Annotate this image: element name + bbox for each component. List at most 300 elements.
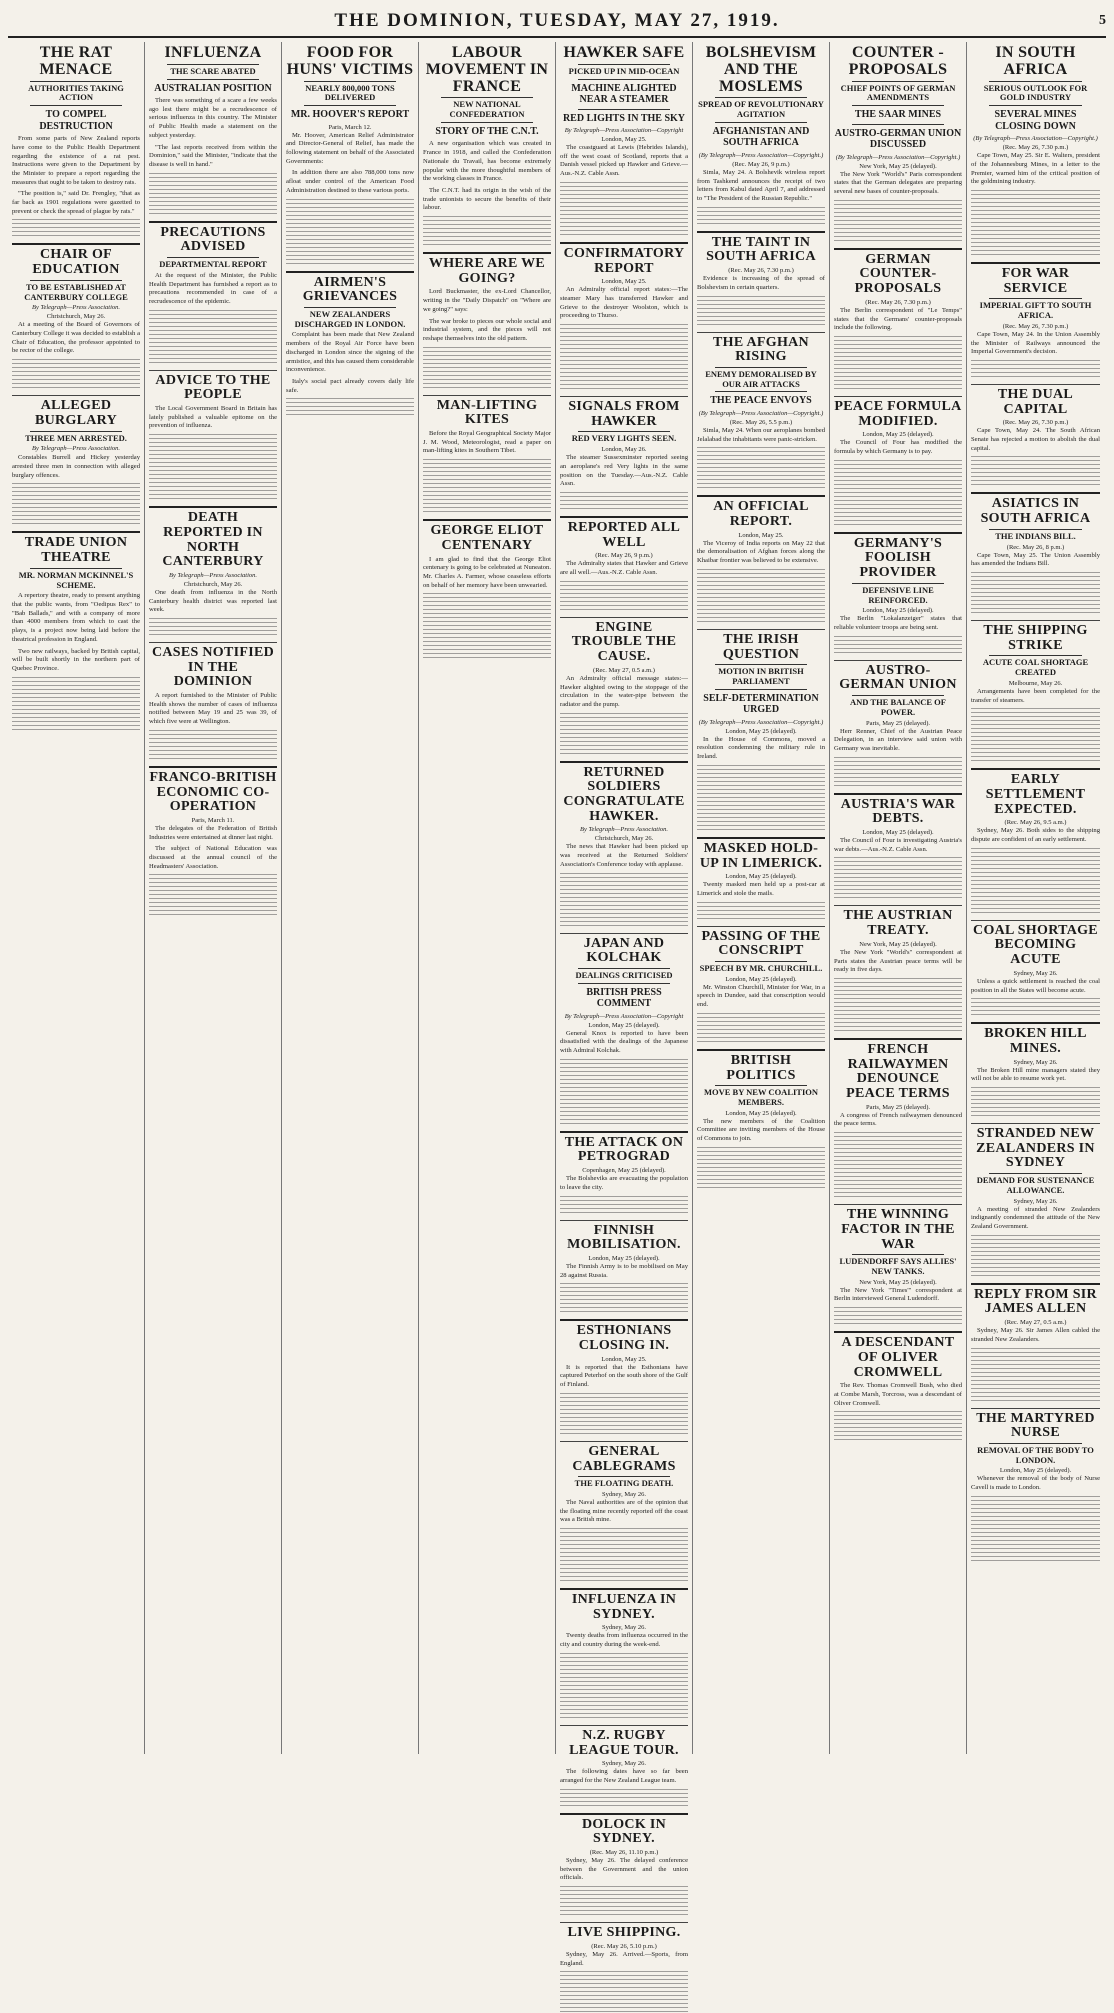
article-paragraph: Sydney, May 26. The delayed conference between the Government and the union officials. bbox=[560, 1857, 688, 1882]
news-article bbox=[149, 370, 277, 500]
body-text-lines bbox=[560, 1789, 688, 1807]
body-text-lines bbox=[697, 1013, 825, 1043]
article-paragraph: A report furnished to the Minister of Public Health shows the number of cases of influenza notified between May 19 and 25 was 39, of which five were at Wellington. bbox=[149, 692, 277, 726]
headline-rule bbox=[989, 1443, 1082, 1444]
body-text-lines bbox=[560, 1059, 688, 1125]
article-headline: EARLY SETTLEMENT EXPECTED. bbox=[985, 772, 1086, 817]
article-divider bbox=[149, 642, 277, 643]
body-text-lines bbox=[286, 199, 414, 265]
article-divider bbox=[12, 395, 140, 396]
article-subhead: SPEECH BY MR. CHURCHILL. bbox=[699, 962, 823, 973]
article-dateline: London, May 25. bbox=[601, 278, 647, 286]
article-headline: AUSTRO-GERMAN UNION bbox=[839, 662, 957, 693]
article-paragraph: Cape Town, May 25. The Union Assembly has amended the Indians Bill. bbox=[971, 551, 1100, 568]
news-article bbox=[560, 617, 688, 755]
news-article bbox=[697, 837, 825, 920]
article-headline: THE RAT MENACE bbox=[39, 44, 113, 78]
news-article bbox=[560, 933, 688, 1125]
article-dateline: London, May 25. bbox=[601, 1355, 647, 1363]
news-article bbox=[560, 1725, 688, 1807]
article-dateline: London, May 26. bbox=[601, 446, 647, 454]
news-column-3 bbox=[282, 42, 419, 1754]
article-divider bbox=[971, 384, 1100, 385]
article-paragraph: Whenever the removal of the body of Nurse Cavell is made to London. bbox=[971, 1475, 1100, 1492]
article-paragraph: The Rev. Thomas Cromwell Bush, who died at Combe Marsh, Torcross, was a descendant of Oliver Cromwell. bbox=[834, 1382, 962, 1407]
headline-rule bbox=[715, 689, 807, 690]
article-headline: GERMAN COUNTER-PROPOSALS bbox=[854, 251, 942, 297]
article-subhead: IMPERIAL GIFT TO SOUTH AFRICA. bbox=[979, 300, 1092, 321]
body-text-lines bbox=[971, 1348, 1100, 1402]
news-article bbox=[560, 1220, 688, 1314]
article-paragraph: "The last reports received from within the Dominion," said the Minister, "indicate that the disease is well in hand." bbox=[149, 143, 277, 168]
article-divider bbox=[12, 243, 140, 245]
headline-rule bbox=[30, 431, 122, 432]
article-paragraph: Before the Royal Geographical Society Major J. M. Wood, Meteorologist, read a paper on man-lifting kites in Southern Tibet. bbox=[423, 430, 551, 455]
news-article bbox=[834, 396, 962, 526]
article-headline: RETURNED SOLDIERS CONGRATULATE HAWKER. bbox=[563, 764, 685, 824]
headline-rule bbox=[30, 81, 122, 82]
headline-rule bbox=[304, 105, 396, 106]
article-divider bbox=[560, 1813, 688, 1815]
body-text-lines bbox=[834, 1132, 962, 1198]
article-paragraph: The C.N.T. had its origin in the wish of the trade unionists to secure the benefits of their labour. bbox=[423, 186, 551, 212]
news-article bbox=[697, 926, 825, 1043]
body-text-lines bbox=[423, 216, 551, 246]
article-headline: REPLY FROM SIR JAMES ALLEN bbox=[974, 1286, 1097, 1317]
body-text-lines bbox=[560, 1971, 688, 2013]
article-subhead: NEW ZEALANDERS DISCHARGED IN LONDON. bbox=[294, 308, 406, 329]
article-dateline: New York, May 25 (delayed). bbox=[859, 940, 937, 948]
article-divider bbox=[149, 370, 277, 371]
article-divider bbox=[834, 532, 962, 534]
article-subhead: RED VERY LIGHTS SEEN. bbox=[571, 433, 677, 444]
body-text-lines bbox=[12, 483, 140, 525]
newspaper-masthead bbox=[8, 6, 1106, 38]
headline-rule bbox=[715, 664, 807, 665]
article-paragraph: The steamer Sussexminster reported seeing an aeroplane's red Very lights in the same position on the Tuesday.—Aus.-N.Z. Cable Assn. bbox=[560, 454, 688, 488]
article-divider bbox=[697, 926, 825, 927]
article-headline: SIGNALS FROM HAWKER bbox=[568, 399, 680, 429]
news-article bbox=[560, 1588, 688, 1719]
article-paragraph: The Local Government Board in Britain has lately published a valuable epitome on the prevention of influenza. bbox=[149, 405, 277, 430]
article-subhead: THE INDIANS BILL. bbox=[995, 530, 1076, 541]
news-article bbox=[12, 531, 140, 730]
news-article bbox=[834, 248, 962, 390]
article-subhead: PICKED UP IN MID-OCEAN bbox=[568, 65, 680, 76]
article-dateline: (Rec. May 26, 9 p.m.) bbox=[595, 552, 653, 560]
article-subhead: MOTION IN BRITISH PARLIAMENT bbox=[718, 666, 804, 686]
body-text-lines bbox=[834, 460, 962, 526]
body-text-lines bbox=[560, 873, 688, 927]
article-paragraph: Two new railways, backed by British capital, will be built shortly in the northern part of Quebec Province. bbox=[12, 647, 140, 672]
headline-rule bbox=[989, 655, 1082, 656]
body-text-lines bbox=[834, 1307, 962, 1325]
article-subhead: AUSTRALIAN POSITION bbox=[154, 82, 272, 94]
article-dateline: London, May 25 (delayed). bbox=[725, 975, 797, 983]
news-article bbox=[697, 629, 825, 831]
article-paragraph: Constables Burrell and Hickey yesterday arrested three men in connection with alleged burglary offences. bbox=[12, 454, 140, 479]
article-subhead: SEVERAL MINES CLOSING DOWN bbox=[994, 109, 1077, 132]
article-headline: MAN-LIFTING KITES bbox=[436, 397, 538, 428]
article-headline: INFLUENZA IN SYDNEY. bbox=[571, 1592, 677, 1622]
headline-rule bbox=[989, 298, 1082, 299]
article-dateline: (Rec. May 27, 0.5 a.m.) bbox=[1004, 1319, 1067, 1327]
article-divider bbox=[560, 396, 688, 397]
article-paragraph: The New York "Times'" correspondent at Berlin interviewed General Ludendorff. bbox=[834, 1286, 962, 1303]
article-paragraph: The Council of Four is investigating Austria's war debts.—Aus.-N.Z. Cable Assn. bbox=[834, 837, 962, 853]
article-headline: WHERE ARE WE GOING? bbox=[428, 256, 546, 286]
article-dateline: New York, May 25 (delayed). bbox=[859, 1278, 937, 1286]
headline-rule bbox=[715, 1085, 807, 1086]
article-subhead: NEARLY 800,000 TONS DELIVERED bbox=[305, 82, 395, 103]
news-article bbox=[971, 262, 1100, 378]
news-column-4 bbox=[419, 42, 556, 1754]
article-paragraph: The Broken Hill mine managers stated they will not be able to resume work yet. bbox=[971, 1066, 1100, 1083]
article-divider bbox=[560, 617, 688, 618]
article-paragraph: Mr. Hoover, American Relief Administrator and Director-General of Relief, has made the following statement on behalf of the Associated Governments: bbox=[286, 131, 414, 165]
article-divider bbox=[834, 905, 962, 906]
article-subhead: RED LIGHTS IN THE SKY bbox=[562, 112, 686, 124]
news-article bbox=[834, 793, 962, 900]
article-paragraph: The Viceroy of India reports on May 22 that the demoralisation of Afghan forces along the Khaibar frontier was believed to be extensive. bbox=[697, 539, 825, 565]
body-text-lines bbox=[149, 173, 277, 215]
body-text-lines bbox=[834, 200, 962, 242]
article-headline: JAPAN AND KOLCHAK bbox=[583, 935, 665, 966]
article-divider bbox=[560, 1441, 688, 1442]
headline-rule bbox=[304, 307, 396, 308]
article-headline: THE ATTACK ON PETROGRAD bbox=[564, 1134, 684, 1165]
news-article bbox=[834, 660, 962, 787]
body-text-lines bbox=[834, 336, 962, 390]
headline-rule bbox=[989, 1173, 1082, 1174]
headline-rule bbox=[578, 64, 670, 65]
news-column-6 bbox=[693, 42, 830, 1754]
article-paragraph: Simla, May 24. When our aeroplanes bombed Jelalabad the inhabitants were panic-stricken. bbox=[697, 426, 825, 443]
news-article bbox=[697, 332, 825, 490]
headline-rule bbox=[852, 1254, 944, 1255]
article-byline: By Telegraph—Press Association—Copyright bbox=[564, 127, 684, 135]
article-paragraph: The delegates of the Federation of British Industries were entertained at dinner last night. bbox=[149, 824, 277, 841]
article-paragraph: I am glad to find that the George Eliot centenary is going to be celebrated at Nuneaton. Mr. Charles A. Farmer, whose ceaseless efforts on behalf of her memory have been unwearied. bbox=[423, 555, 551, 589]
article-headline: THE SHIPPING STRIKE bbox=[983, 622, 1088, 653]
article-subhead: THE PEACE ENVOYS bbox=[710, 395, 812, 407]
news-article bbox=[971, 1123, 1100, 1277]
article-byline: (By Telegraph—Press Association—Copyright.) bbox=[835, 153, 961, 161]
body-text-lines bbox=[834, 757, 962, 787]
body-text-lines bbox=[697, 1147, 825, 1189]
article-divider bbox=[834, 1204, 962, 1205]
body-text-lines bbox=[971, 1496, 1100, 1562]
article-paragraph: Simla, May 24. A Bolshevik wireless report from Tashkend announces the receipt of two letters from Kabul dated April 7, and addressed to "The President of the Russian Republic." bbox=[697, 168, 825, 203]
headline-rule bbox=[441, 97, 533, 98]
news-article bbox=[560, 1922, 688, 2013]
article-paragraph: The following dates have so far been arranged for the New Zealand League team. bbox=[560, 1768, 688, 1784]
headline-rule bbox=[715, 391, 807, 392]
article-subhead: DEPARTMENTAL REPORT bbox=[159, 259, 267, 270]
headline-rule bbox=[30, 568, 122, 569]
headline-rule bbox=[578, 968, 670, 969]
article-dateline: Christchurch, May 26. bbox=[183, 580, 243, 588]
article-divider bbox=[971, 1123, 1100, 1124]
article-subhead: NEW NATIONAL CONFEDERATION bbox=[449, 99, 525, 120]
body-text-lines bbox=[560, 182, 688, 236]
article-divider bbox=[834, 660, 962, 661]
article-byline: By Telegraph—Press Association. bbox=[579, 826, 669, 834]
news-article bbox=[423, 519, 551, 659]
article-divider bbox=[560, 1725, 688, 1726]
body-text-lines bbox=[560, 1393, 688, 1435]
article-byline: By Telegraph—Press Association. bbox=[31, 445, 121, 453]
news-article bbox=[149, 506, 277, 636]
article-headline: PASSING OF THE CONSCRIPT bbox=[701, 928, 821, 959]
article-divider bbox=[560, 761, 688, 763]
article-divider bbox=[834, 793, 962, 795]
headline-rule bbox=[30, 105, 122, 106]
article-subhead: MACHINE ALIGHTED NEAR A STEAMER bbox=[571, 82, 677, 106]
news-column-2 bbox=[145, 42, 282, 1754]
news-column-8 bbox=[967, 42, 1104, 1754]
article-subhead: MR. NORMAN MCKINNEL'S SCHEME. bbox=[18, 569, 134, 590]
article-divider bbox=[560, 1922, 688, 1923]
article-paragraph: Italy's social pact already covers daily life safe. bbox=[286, 377, 414, 394]
news-article bbox=[560, 1813, 688, 1916]
news-article bbox=[971, 920, 1100, 1016]
article-byline: By Telegraph—Press Association—Copyright bbox=[564, 1012, 684, 1020]
article-dateline: (Rec. May 26, 7.30 p.m.) bbox=[1002, 322, 1069, 330]
article-subhead: ACUTE COAL SHORTAGE CREATED bbox=[982, 657, 1089, 678]
article-headline: THE DUAL CAPITAL bbox=[997, 386, 1074, 417]
article-subhead: AND THE BALANCE OF POWER. bbox=[850, 697, 946, 717]
headline-rule bbox=[715, 367, 807, 368]
news-article bbox=[834, 45, 962, 242]
body-text-lines bbox=[971, 998, 1100, 1016]
news-article bbox=[423, 45, 551, 246]
article-paragraph: Arrangements have been completed for the transfer of steamers. bbox=[971, 687, 1100, 704]
article-divider bbox=[560, 1131, 688, 1133]
headline-rule bbox=[441, 122, 533, 123]
article-headline: THE TAINT IN SOUTH AFRICA bbox=[706, 234, 816, 265]
body-text-lines bbox=[560, 1886, 688, 1916]
body-text-lines bbox=[149, 874, 277, 916]
news-article bbox=[971, 45, 1100, 256]
article-headline: LIVE SHIPPING. bbox=[567, 1925, 681, 1941]
body-text-lines bbox=[560, 492, 688, 510]
article-divider bbox=[971, 262, 1100, 264]
news-column-5 bbox=[556, 42, 693, 1967]
article-dateline: London, May 25 (delayed). bbox=[862, 431, 934, 439]
body-text-lines bbox=[560, 1653, 688, 1719]
article-dateline: London, May 25 (delayed). bbox=[862, 607, 934, 615]
article-paragraph: Herr Renner, Chief of the Austrian Peace Delegation, in an interview said union with Germany was inevitable. bbox=[834, 727, 962, 752]
article-headline: THE WINNING FACTOR IN THE WAR bbox=[841, 1207, 955, 1252]
news-article bbox=[12, 45, 140, 237]
article-paragraph: The news that Hawker had been picked up was received at the Returned Soldiers' Association's Conference today with applause. bbox=[560, 843, 688, 868]
article-paragraph: A meeting of stranded New Zealanders indignantly condemned the attitude of the New Zealand Government. bbox=[971, 1205, 1100, 1231]
article-headline: BROKEN HILL MINES. bbox=[984, 1026, 1087, 1056]
article-divider bbox=[12, 531, 140, 533]
article-subhead: LUDENDORFF SAYS ALLIES' NEW TANKS. bbox=[839, 1256, 957, 1276]
news-article bbox=[149, 221, 277, 364]
body-text-lines bbox=[423, 593, 551, 659]
article-paragraph: One death from influenza in the North Canterbury health district was reported last week. bbox=[149, 588, 277, 614]
article-paragraph: "The position is," said Dr. Frengley, "that as far back as 1901 regulations were gazetted to prevent or check the spread of plague by rats." bbox=[12, 190, 140, 215]
article-divider bbox=[971, 768, 1100, 770]
body-text-lines bbox=[560, 581, 688, 611]
article-byline: By Telegraph—Press Association. bbox=[168, 571, 258, 579]
article-subhead: CHIEF POINTS OF GERMAN AMENDMENTS bbox=[840, 82, 956, 103]
news-article bbox=[697, 45, 825, 225]
article-byline: (By Telegraph—Press Association—Copyright.) bbox=[698, 718, 824, 726]
body-text-lines bbox=[697, 207, 825, 225]
body-text-lines bbox=[971, 848, 1100, 914]
article-paragraph: The New York "World's" correspondent at Paris states the Austrian peace terms will be ready in five days. bbox=[834, 948, 962, 974]
headline-rule bbox=[989, 105, 1082, 106]
article-paragraph: A repertory theatre, ready to present anything that the public wants, from "Oedipus Rex" to "Bab Ballads," and with a company of more than 4000 members from which to cast the plays, is a project now being laid before the theatrical profession in England. bbox=[12, 592, 140, 643]
article-paragraph: Lord Buckmaster, the ex-Lord Chancellor, writing in the "Daily Dispatch" on "Where are we going?" says: bbox=[423, 288, 551, 313]
article-dateline: (Rec. May 26, 11.10 p.m.) bbox=[589, 1849, 659, 1857]
body-text-lines bbox=[560, 1283, 688, 1313]
article-divider bbox=[834, 396, 962, 397]
article-subhead: SERIOUS OUTLOOK FOR GOLD INDUSTRY bbox=[983, 82, 1088, 103]
body-text-lines bbox=[286, 398, 414, 416]
news-article bbox=[12, 243, 140, 389]
article-divider bbox=[697, 231, 825, 233]
article-subhead: TO COMPEL DESTRUCTION bbox=[39, 109, 113, 132]
article-headline: ADVICE TO THE PEOPLE bbox=[155, 372, 271, 403]
news-article bbox=[834, 1204, 962, 1325]
news-article bbox=[149, 45, 277, 215]
article-paragraph: Twenty deaths from influenza occurred in the city and country during the week-end. bbox=[560, 1632, 688, 1649]
headline-rule bbox=[852, 695, 944, 696]
article-byline: (By Telegraph—Press Association—Copyright.) bbox=[973, 135, 1098, 143]
news-article bbox=[560, 516, 688, 611]
article-headline: FRANCO-BRITISH ECONOMIC CO-OPERATION bbox=[149, 769, 277, 815]
article-headline: ASIATICS IN SOUTH AFRICA bbox=[980, 496, 1091, 527]
article-dateline: London, May 25 (delayed). bbox=[862, 829, 934, 837]
article-paragraph: In addition there are also 788,000 tons now afloat under control of the American Food Administration destined to these various ports. bbox=[286, 169, 414, 194]
article-paragraph: An Admiralty official report states:—The steamer Mary has transferred Hawker and Grieve to the destroyer Woolston, which is proceeding to Thurso. bbox=[560, 286, 688, 320]
article-dateline: London, May 25. bbox=[601, 136, 647, 144]
news-article bbox=[286, 271, 414, 417]
article-paragraph: The Council of Four has modified the formula by which Germany is to pay. bbox=[834, 439, 962, 455]
headline-rule bbox=[578, 431, 670, 432]
news-article bbox=[834, 1038, 962, 1198]
article-headline: THE AUSTRIAN TREATY. bbox=[843, 908, 953, 939]
article-dateline: (Rec. May 27, 0.5 a.m.) bbox=[593, 666, 655, 674]
article-divider bbox=[834, 1038, 962, 1040]
article-subhead: STORY OF THE C.N.T. bbox=[435, 125, 539, 137]
news-article bbox=[971, 620, 1100, 762]
article-divider bbox=[971, 1022, 1100, 1024]
article-dateline: Sydney, May 26. bbox=[1013, 1197, 1058, 1205]
body-text-lines bbox=[423, 347, 551, 389]
news-article bbox=[971, 1408, 1100, 1562]
article-dateline: Paris, March 12. bbox=[328, 123, 372, 131]
body-text-lines bbox=[149, 310, 277, 364]
body-text-lines bbox=[697, 765, 825, 831]
article-paragraph: The Berlin "Lokalanzeiger" states that reliable volunteer troops are being sent. bbox=[834, 615, 962, 631]
article-subhead: THE FLOATING DEATH. bbox=[574, 1478, 674, 1489]
headline-rule bbox=[715, 97, 807, 98]
article-subhead: DEFENSIVE LINE REINFORCED. bbox=[862, 584, 934, 605]
article-paragraph: It is reported that the Esthonians have captured Peterhof on the south shore of the Gulf of Finland. bbox=[560, 1363, 688, 1389]
article-headline: A DESCENDANT OF OLIVER CROMWELL bbox=[841, 1335, 955, 1380]
headline-rule bbox=[989, 81, 1082, 82]
article-dateline: Paris, May 25 (delayed). bbox=[865, 1103, 931, 1111]
body-text-lines bbox=[149, 434, 277, 500]
article-dateline: (Rec. May 26, 9 p.m.) bbox=[732, 160, 790, 168]
news-article bbox=[834, 532, 962, 654]
article-paragraph: An Admiralty official message states:—Hawker alighted owing to the stoppage of the circulation in the water-pipe between the radiator and the pump. bbox=[560, 674, 688, 708]
body-text-lines bbox=[12, 359, 140, 389]
article-paragraph: The Bolsheviks are evacuating the population to leave the city. bbox=[560, 1175, 688, 1191]
article-dateline: Copenhagen, May 25 (delayed). bbox=[582, 1167, 666, 1175]
article-dateline: Sydney, May 26. bbox=[602, 1760, 646, 1768]
headline-rule bbox=[715, 961, 807, 962]
article-headline: ESTHONIANS CLOSING IN. bbox=[576, 1323, 672, 1354]
article-headline: ENGINE TROUBLE THE CAUSE. bbox=[571, 619, 677, 665]
article-dateline: Sydney, May 26. bbox=[1013, 1058, 1058, 1066]
body-text-lines bbox=[834, 978, 962, 1032]
article-paragraph: Complaint has been made that New Zealand members of the Royal Air Force have been discharged in London since the signing of the armistice, and this has caused them considerable inconvenience. bbox=[286, 331, 414, 374]
news-article bbox=[697, 1049, 825, 1189]
article-divider bbox=[697, 629, 825, 630]
article-paragraph: Evidence is increasing of the spread of Bolshevism in certain quarters. bbox=[697, 275, 825, 291]
news-article bbox=[834, 1331, 962, 1441]
body-text-lines bbox=[971, 360, 1100, 378]
body-text-lines bbox=[971, 1235, 1100, 1277]
news-article bbox=[697, 231, 825, 326]
article-byline: By Telegraph—Press Association. bbox=[31, 304, 121, 312]
article-paragraph: The New York "World's" Paris correspondent states that the German delegates are preparing several new bases of counter-proposals. bbox=[834, 170, 962, 196]
article-headline: INFLUENZA bbox=[164, 44, 262, 61]
body-text-lines bbox=[149, 618, 277, 636]
article-paragraph: Cape Town, May 24. In the Union Assembly the Minister of Railways announced the Imperial Government's decision. bbox=[971, 330, 1100, 356]
news-article bbox=[560, 1131, 688, 1214]
article-paragraph: The Naval authorities are of the opinion that the floating mine recently reported off the coast was a British mine. bbox=[560, 1498, 688, 1524]
article-headline: THE MARTYRED NURSE bbox=[976, 1410, 1095, 1441]
article-dateline: (Rec. May 26, 5.5 p.m.) bbox=[729, 418, 793, 426]
article-subhead: ENEMY DEMORALISED BY OUR AIR ATTACKS bbox=[705, 368, 817, 389]
article-headline: MASKED HOLD-UP IN LIMERICK. bbox=[699, 840, 823, 871]
article-paragraph: In the House of Commons, moved a resolution condemning the military rule in Ireland. bbox=[697, 735, 825, 761]
headline-rule bbox=[715, 122, 807, 123]
headline-rule bbox=[578, 79, 670, 80]
article-divider bbox=[834, 248, 962, 250]
article-headline: FINNISH MOBILISATION. bbox=[567, 1222, 681, 1253]
article-paragraph: The Berlin correspondent of "Le Temps" states that the Germans' counter-proposals include the following. bbox=[834, 306, 962, 332]
article-divider bbox=[560, 933, 688, 934]
headline-rule bbox=[852, 124, 944, 125]
news-article bbox=[560, 1319, 688, 1434]
body-text-lines bbox=[971, 190, 1100, 256]
news-article bbox=[149, 766, 277, 917]
article-dateline: (Rec. May 26, 9.5 a.m.) bbox=[1004, 819, 1067, 827]
article-paragraph: Cape Town, May 24. The South African Senate has rejected a motion to abolish the dual capital. bbox=[971, 427, 1100, 452]
article-headline: BRITISH POLITICS bbox=[726, 1052, 796, 1083]
article-headline: TRADE UNION THEATRE bbox=[24, 535, 128, 566]
article-dateline: London, May 25 (delayed). bbox=[725, 873, 797, 881]
article-paragraph: Sydney, May 26. Both sides to the shipping dispute are confident of an early settlement. bbox=[971, 827, 1100, 844]
article-headline: REPORTED ALL WELL bbox=[567, 520, 681, 550]
news-article bbox=[971, 1022, 1100, 1117]
body-text-lines bbox=[560, 1196, 688, 1214]
article-paragraph: Mr. Winston Churchill, Minister for War, in a speech in Dundee, said that conscription would end. bbox=[697, 983, 825, 1009]
article-divider bbox=[560, 1319, 688, 1321]
article-dateline: (Rec. May 26, 7.30 p.m.) bbox=[865, 298, 931, 306]
article-byline: (By Telegraph—Press Association—Copyright.) bbox=[698, 409, 824, 417]
article-paragraph: The new members of the Coalition Committee are inviting members of the House of Commons to join. bbox=[697, 1117, 825, 1143]
